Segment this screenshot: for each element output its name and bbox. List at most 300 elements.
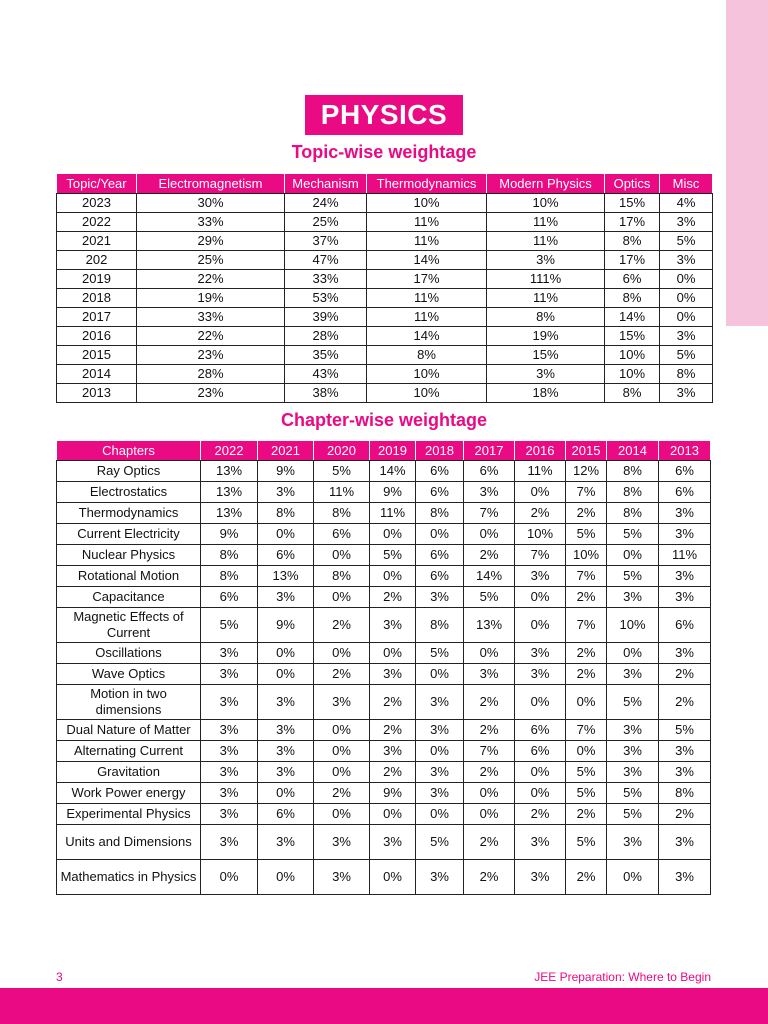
chapter-value-cell: 2%	[566, 503, 607, 524]
chapter-value-cell: 3%	[258, 825, 314, 860]
topic-header-cell: Modern Physics	[487, 174, 605, 194]
chapter-value-cell: 3%	[607, 720, 659, 741]
chapter-table-row	[57, 608, 711, 643]
chapter-table-row	[57, 503, 711, 524]
topic-value-cell: 15%	[487, 346, 605, 365]
topic-value-cell: 19%	[487, 327, 605, 346]
chapter-value-cell: 0%	[515, 783, 566, 804]
chapter-value-cell: 2%	[566, 860, 607, 895]
chapter-value-cell: 0%	[370, 643, 416, 664]
topic-value-cell: 25%	[137, 251, 285, 270]
chapter-value-cell: 3%	[416, 720, 464, 741]
topic-value-cell: 8%	[660, 365, 713, 384]
chapter-value-cell: 10%	[515, 524, 566, 545]
chapter-value-cell: 3%	[258, 720, 314, 741]
chapter-value-cell: 5%	[607, 524, 659, 545]
chapter-value-cell: 0%	[416, 741, 464, 762]
topic-value-cell: 11%	[367, 289, 487, 308]
chapter-value-cell: 0%	[607, 545, 659, 566]
topic-value-cell: 18%	[487, 384, 605, 403]
topic-value-cell: 47%	[285, 251, 367, 270]
chapter-value-cell: 3%	[201, 825, 258, 860]
chapter-value-cell: 3%	[258, 685, 314, 720]
chapter-row-label: Nuclear Physics	[57, 545, 201, 566]
chapter-value-cell: 8%	[416, 503, 464, 524]
topic-value-cell: 11%	[487, 289, 605, 308]
chapter-value-cell: 5%	[566, 825, 607, 860]
chapter-value-cell: 3%	[659, 762, 711, 783]
topic-table-row	[57, 194, 713, 213]
chapter-row-label: Oscillations	[57, 643, 201, 664]
chapter-value-cell: 6%	[258, 804, 314, 825]
topic-row-label: 2015	[57, 346, 137, 365]
footer-bar	[0, 988, 768, 1024]
topic-value-cell: 17%	[605, 251, 660, 270]
chapter-value-cell: 5%	[566, 783, 607, 804]
chapter-row-label: Work Power energy	[57, 783, 201, 804]
topic-value-cell: 53%	[285, 289, 367, 308]
chapter-value-cell: 3%	[659, 587, 711, 608]
topic-table-row	[57, 327, 713, 346]
topic-value-cell: 8%	[605, 384, 660, 403]
chapter-row-label: Gravitation	[57, 762, 201, 783]
topic-value-cell: 33%	[285, 270, 367, 289]
chapter-value-cell: 3%	[515, 643, 566, 664]
chapter-value-cell: 2%	[566, 587, 607, 608]
chapter-value-cell: 8%	[314, 503, 370, 524]
topic-value-cell: 3%	[660, 213, 713, 232]
chapter-value-cell: 3%	[314, 860, 370, 895]
chapter-value-cell: 6%	[416, 566, 464, 587]
chapter-value-cell: 0%	[515, 587, 566, 608]
topic-value-cell: 38%	[285, 384, 367, 403]
chapter-value-cell: 3%	[258, 482, 314, 503]
topic-value-cell: 0%	[660, 308, 713, 327]
topic-row-label: 2014	[57, 365, 137, 384]
chapter-value-cell: 5%	[370, 545, 416, 566]
topic-header-cell: Optics	[605, 174, 660, 194]
chapter-value-cell: 13%	[201, 503, 258, 524]
chapter-value-cell: 7%	[566, 608, 607, 643]
chapter-value-cell: 6%	[464, 461, 515, 482]
chapter-row-label: Current Electricity	[57, 524, 201, 545]
topic-value-cell: 3%	[487, 251, 605, 270]
chapter-row-label: Capacitance	[57, 587, 201, 608]
chapter-value-cell: 3%	[464, 664, 515, 685]
chapter-value-cell: 3%	[416, 587, 464, 608]
chapter-value-cell: 7%	[464, 503, 515, 524]
topic-value-cell: 8%	[605, 289, 660, 308]
chapter-value-cell: 3%	[416, 783, 464, 804]
chapter-value-cell: 12%	[566, 461, 607, 482]
topic-value-cell: 17%	[367, 270, 487, 289]
chapter-value-cell: 0%	[566, 685, 607, 720]
topic-value-cell: 28%	[137, 365, 285, 384]
chapter-value-cell: 9%	[370, 783, 416, 804]
chapter-value-cell: 2%	[464, 685, 515, 720]
chapter-value-cell: 3%	[314, 825, 370, 860]
chapter-header-cell: 2014	[607, 441, 659, 461]
chapter-value-cell: 3%	[659, 524, 711, 545]
chapter-value-cell: 5%	[566, 762, 607, 783]
chapter-row-label: Rotational Motion	[57, 566, 201, 587]
chapter-value-cell: 8%	[416, 608, 464, 643]
topic-table-row	[57, 251, 713, 270]
chapter-value-cell: 0%	[515, 608, 566, 643]
chapter-value-cell: 5%	[416, 643, 464, 664]
chapter-header-cell: 2021	[258, 441, 314, 461]
chapter-value-cell: 3%	[416, 762, 464, 783]
topic-value-cell: 11%	[367, 213, 487, 232]
chapter-value-cell: 11%	[370, 503, 416, 524]
chapter-value-cell: 3%	[659, 643, 711, 664]
page-number: 3	[56, 970, 63, 984]
chapter-value-cell: 13%	[201, 461, 258, 482]
chapter-value-cell: 5%	[416, 825, 464, 860]
topic-value-cell: 25%	[285, 213, 367, 232]
chapter-value-cell: 2%	[659, 804, 711, 825]
topic-value-cell: 8%	[605, 232, 660, 251]
chapter-value-cell: 3%	[607, 825, 659, 860]
chapter-table-row	[57, 720, 711, 741]
chapter-value-cell: 6%	[416, 482, 464, 503]
topic-header-cell: Electromagnetism	[137, 174, 285, 194]
chapter-value-cell: 13%	[201, 482, 258, 503]
chapter-value-cell: 3%	[515, 566, 566, 587]
chapter-value-cell: 0%	[464, 643, 515, 664]
chapter-value-cell: 2%	[314, 783, 370, 804]
chapter-value-cell: 0%	[314, 643, 370, 664]
chapter-value-cell: 3%	[201, 720, 258, 741]
chapter-table-row	[57, 524, 711, 545]
chapter-value-cell: 2%	[370, 685, 416, 720]
topic-table-row	[57, 346, 713, 365]
chapter-value-cell: 5%	[607, 804, 659, 825]
topic-value-cell: 15%	[605, 327, 660, 346]
chapter-value-cell: 6%	[515, 720, 566, 741]
topic-value-cell: 10%	[605, 346, 660, 365]
chapter-row-label: Mathematics in Physics	[57, 860, 201, 895]
footer-text: JEE Preparation: Where to Begin	[534, 970, 711, 984]
topic-row-label: 2022	[57, 213, 137, 232]
chapter-table-row	[57, 804, 711, 825]
chapter-table-row	[57, 482, 711, 503]
chapter-value-cell: 2%	[515, 503, 566, 524]
chapter-value-cell: 0%	[464, 524, 515, 545]
chapter-value-cell: 0%	[370, 860, 416, 895]
topic-value-cell: 11%	[367, 232, 487, 251]
topic-value-cell: 17%	[605, 213, 660, 232]
chapter-value-cell: 9%	[370, 482, 416, 503]
topic-value-cell: 37%	[285, 232, 367, 251]
chapter-value-cell: 5%	[607, 685, 659, 720]
chapter-value-cell: 0%	[370, 524, 416, 545]
chapter-value-cell: 5%	[314, 461, 370, 482]
chapter-value-cell: 3%	[201, 685, 258, 720]
chapter-value-cell: 0%	[370, 804, 416, 825]
chapter-value-cell: 0%	[314, 720, 370, 741]
chapter-value-cell: 0%	[566, 741, 607, 762]
topic-header-cell: Topic/Year	[57, 174, 137, 194]
topic-table-row	[57, 365, 713, 384]
topic-value-cell: 14%	[367, 327, 487, 346]
chapter-value-cell: 0%	[258, 643, 314, 664]
topic-row-label: 2016	[57, 327, 137, 346]
chapter-table-row	[57, 860, 711, 895]
chapter-value-cell: 3%	[659, 741, 711, 762]
chapter-header-cell: 2022	[201, 441, 258, 461]
topic-value-cell: 8%	[487, 308, 605, 327]
topic-value-cell: 29%	[137, 232, 285, 251]
chapter-value-cell: 3%	[201, 643, 258, 664]
chapter-value-cell: 2%	[464, 545, 515, 566]
chapter-value-cell: 8%	[607, 482, 659, 503]
chapter-header-cell: 2013	[659, 441, 711, 461]
topic-value-cell: 8%	[367, 346, 487, 365]
chapter-value-cell: 3%	[416, 685, 464, 720]
chapter-value-cell: 7%	[515, 545, 566, 566]
chapter-value-cell: 0%	[464, 783, 515, 804]
chapter-value-cell: 7%	[566, 720, 607, 741]
topic-value-cell: 24%	[285, 194, 367, 213]
chapter-value-cell: 3%	[659, 566, 711, 587]
topic-value-cell: 14%	[367, 251, 487, 270]
chapter-value-cell: 13%	[464, 608, 515, 643]
chapter-value-cell: 0%	[258, 524, 314, 545]
topic-value-cell: 22%	[137, 327, 285, 346]
topic-header-cell: Thermodynamics	[367, 174, 487, 194]
chapter-value-cell: 3%	[515, 860, 566, 895]
page-title: PHYSICS	[305, 95, 463, 135]
chapter-value-cell: 7%	[566, 482, 607, 503]
chapter-row-label: Wave Optics	[57, 664, 201, 685]
chapter-value-cell: 2%	[566, 804, 607, 825]
topic-value-cell: 11%	[367, 308, 487, 327]
chapter-table-row	[57, 685, 711, 720]
chapter-value-cell: 8%	[258, 503, 314, 524]
chapter-row-label: Ray Optics	[57, 461, 201, 482]
chapter-value-cell: 11%	[659, 545, 711, 566]
topic-value-cell: 39%	[285, 308, 367, 327]
chapter-value-cell: 2%	[659, 685, 711, 720]
chapter-section-title: Chapter-wise weightage	[280, 410, 488, 430]
chapter-value-cell: 14%	[464, 566, 515, 587]
chapter-table-row	[57, 664, 711, 685]
chapter-value-cell: 6%	[258, 545, 314, 566]
chapter-value-cell: 13%	[258, 566, 314, 587]
chapter-header-cell: 2020	[314, 441, 370, 461]
chapter-table-row	[57, 587, 711, 608]
chapter-value-cell: 2%	[370, 587, 416, 608]
topic-row-label: 202	[57, 251, 137, 270]
topic-table-row	[57, 232, 713, 251]
chapter-value-cell: 8%	[607, 461, 659, 482]
topic-value-cell: 11%	[487, 213, 605, 232]
chapter-value-cell: 3%	[659, 503, 711, 524]
chapter-value-cell: 11%	[314, 482, 370, 503]
topic-table-row	[57, 289, 713, 308]
topic-table-row	[57, 384, 713, 403]
topic-value-cell: 4%	[660, 194, 713, 213]
chapter-value-cell: 3%	[201, 741, 258, 762]
chapter-value-cell: 0%	[314, 545, 370, 566]
chapter-value-cell: 3%	[607, 587, 659, 608]
topic-value-cell: 33%	[137, 213, 285, 232]
chapter-value-cell: 3%	[370, 608, 416, 643]
chapter-value-cell: 3%	[201, 804, 258, 825]
chapter-value-cell: 8%	[201, 566, 258, 587]
chapter-value-cell: 3%	[201, 762, 258, 783]
chapter-value-cell: 0%	[416, 524, 464, 545]
chapter-value-cell: 2%	[370, 762, 416, 783]
topic-value-cell: 0%	[660, 289, 713, 308]
topic-table-row	[57, 213, 713, 232]
topic-value-cell: 3%	[660, 327, 713, 346]
topic-value-cell: 11%	[487, 232, 605, 251]
chapter-row-label: Thermodynamics	[57, 503, 201, 524]
chapter-row-label: Dual Nature of Matter	[57, 720, 201, 741]
chapter-header-cell: 2016	[515, 441, 566, 461]
chapter-value-cell: 3%	[659, 825, 711, 860]
topic-weightage-table	[56, 173, 713, 403]
chapter-value-cell: 5%	[607, 566, 659, 587]
chapter-value-cell: 9%	[258, 608, 314, 643]
chapter-value-cell: 2%	[464, 762, 515, 783]
topic-row-label: 2023	[57, 194, 137, 213]
chapter-value-cell: 6%	[314, 524, 370, 545]
chapter-table-row	[57, 825, 711, 860]
topic-header-cell: Mechanism	[285, 174, 367, 194]
chapter-value-cell: 6%	[515, 741, 566, 762]
topic-value-cell: 3%	[660, 384, 713, 403]
topic-value-cell: 14%	[605, 308, 660, 327]
chapter-value-cell: 3%	[314, 685, 370, 720]
topic-value-cell: 3%	[660, 251, 713, 270]
topic-value-cell: 43%	[285, 365, 367, 384]
chapter-value-cell: 3%	[258, 762, 314, 783]
topic-value-cell: 6%	[605, 270, 660, 289]
topic-row-label: 2019	[57, 270, 137, 289]
chapter-value-cell: 0%	[464, 804, 515, 825]
chapter-header-cell: 2015	[566, 441, 607, 461]
chapter-value-cell: 6%	[659, 608, 711, 643]
chapter-header-cell: 2019	[370, 441, 416, 461]
chapter-value-cell: 5%	[201, 608, 258, 643]
topic-table-row	[57, 270, 713, 289]
chapter-value-cell: 9%	[258, 461, 314, 482]
chapter-weightage-table	[56, 440, 711, 895]
chapter-value-cell: 0%	[515, 685, 566, 720]
side-tab	[726, 0, 768, 326]
topic-value-cell: 10%	[367, 365, 487, 384]
chapter-value-cell: 7%	[464, 741, 515, 762]
topic-value-cell: 15%	[605, 194, 660, 213]
chapter-value-cell: 0%	[314, 762, 370, 783]
chapter-row-label: Motion in two dimensions	[57, 685, 201, 720]
topic-value-cell: 23%	[137, 346, 285, 365]
chapter-value-cell: 3%	[416, 860, 464, 895]
topic-value-cell: 28%	[285, 327, 367, 346]
chapter-value-cell: 0%	[314, 587, 370, 608]
chapter-table-row	[57, 566, 711, 587]
chapter-value-cell: 0%	[314, 804, 370, 825]
chapter-value-cell: 2%	[659, 664, 711, 685]
chapter-value-cell: 11%	[515, 461, 566, 482]
chapter-value-cell: 14%	[370, 461, 416, 482]
chapter-value-cell: 0%	[258, 783, 314, 804]
chapter-value-cell: 3%	[370, 664, 416, 685]
topic-value-cell: 35%	[285, 346, 367, 365]
chapter-value-cell: 3%	[201, 664, 258, 685]
chapter-value-cell: 6%	[416, 461, 464, 482]
topic-value-cell: 10%	[367, 194, 487, 213]
chapter-value-cell: 2%	[314, 664, 370, 685]
chapter-value-cell: 3%	[515, 664, 566, 685]
chapter-row-label: Experimental Physics	[57, 804, 201, 825]
topic-table-row	[57, 308, 713, 327]
topic-section-title: Topic-wise weightage	[291, 142, 477, 162]
chapter-value-cell: 6%	[659, 482, 711, 503]
chapter-value-cell: 5%	[566, 524, 607, 545]
chapter-value-cell: 0%	[258, 860, 314, 895]
chapter-table-row	[57, 643, 711, 664]
chapter-value-cell: 8%	[607, 503, 659, 524]
topic-header-cell: Misc	[660, 174, 713, 194]
chapter-table-row	[57, 545, 711, 566]
chapter-value-cell: 5%	[607, 783, 659, 804]
topic-value-cell: 0%	[660, 270, 713, 289]
chapter-value-cell: 0%	[515, 482, 566, 503]
topic-row-label: 2021	[57, 232, 137, 251]
chapter-value-cell: 3%	[607, 762, 659, 783]
topic-value-cell: 10%	[487, 194, 605, 213]
topic-value-cell: 30%	[137, 194, 285, 213]
topic-value-cell: 23%	[137, 384, 285, 403]
chapter-value-cell: 0%	[314, 741, 370, 762]
chapter-value-cell: 3%	[201, 783, 258, 804]
chapter-value-cell: 2%	[515, 804, 566, 825]
chapter-row-label: Units and Dimensions	[57, 825, 201, 860]
topic-value-cell: 19%	[137, 289, 285, 308]
chapter-header-cell: 2018	[416, 441, 464, 461]
chapter-value-cell: 3%	[258, 587, 314, 608]
chapter-value-cell: 5%	[464, 587, 515, 608]
chapter-value-cell: 6%	[416, 545, 464, 566]
chapter-value-cell: 3%	[370, 741, 416, 762]
chapter-value-cell: 0%	[416, 664, 464, 685]
chapter-value-cell: 3%	[464, 482, 515, 503]
chapter-value-cell: 8%	[659, 783, 711, 804]
chapter-value-cell: 8%	[314, 566, 370, 587]
chapter-value-cell: 8%	[201, 545, 258, 566]
topic-value-cell: 3%	[487, 365, 605, 384]
chapter-value-cell: 2%	[464, 825, 515, 860]
chapter-row-label: Alternating Current	[57, 741, 201, 762]
topic-value-cell: 5%	[660, 232, 713, 251]
chapter-value-cell: 3%	[370, 825, 416, 860]
chapter-table-row	[57, 741, 711, 762]
chapter-row-label: Magnetic Effects of Current	[57, 608, 201, 643]
topic-value-cell: 5%	[660, 346, 713, 365]
chapter-value-cell: 9%	[201, 524, 258, 545]
chapter-header-cell: Chapters	[57, 441, 201, 461]
chapter-row-label: Electrostatics	[57, 482, 201, 503]
topic-value-cell: 111%	[487, 270, 605, 289]
chapter-value-cell: 10%	[607, 608, 659, 643]
chapter-value-cell: 0%	[607, 643, 659, 664]
chapter-value-cell: 3%	[607, 741, 659, 762]
chapter-value-cell: 2%	[464, 860, 515, 895]
